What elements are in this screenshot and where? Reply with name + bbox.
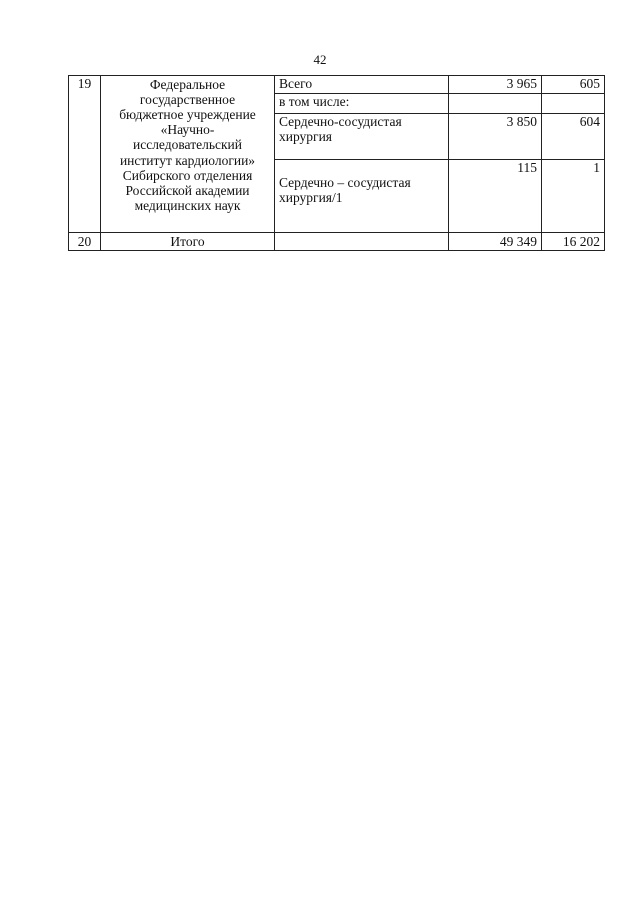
category-cell: Всего <box>275 76 449 94</box>
organization-line: Российской академии <box>125 182 250 198</box>
value2-cell: 605 <box>542 76 605 94</box>
organization-name <box>105 76 270 213</box>
category-line: хирургия <box>279 129 333 145</box>
organization-line: государственное <box>139 92 236 108</box>
category-line: Сердечно – сосудистая <box>279 175 411 191</box>
value1-cell: 49 349 <box>449 233 542 251</box>
category-line: хирургия/1 <box>279 190 343 206</box>
total-label-cell: Итого <box>101 233 275 251</box>
category-cell: в том числе: <box>275 94 449 114</box>
value2-cell <box>542 94 605 114</box>
category-cell <box>275 233 449 251</box>
organization-cell <box>101 76 275 233</box>
value1-cell: 3 850 <box>449 114 542 160</box>
organization-line: Федеральное <box>149 77 226 92</box>
value2-cell: 604 <box>542 114 605 160</box>
table-row <box>69 76 605 94</box>
row-number-cell: 19 <box>69 76 101 233</box>
table-row-total <box>69 233 605 251</box>
data-table <box>68 75 605 251</box>
organization-line: бюджетное учреждение <box>119 107 256 123</box>
value1-cell <box>449 94 542 114</box>
value2-cell: 1 <box>542 160 605 233</box>
organization-line: Сибирского отделения <box>122 167 253 183</box>
value1-cell: 3 965 <box>449 76 542 94</box>
organization-line: «Научно- <box>160 122 215 138</box>
row-number-cell: 20 <box>69 233 101 251</box>
organization-line: институт кардиологии» <box>119 152 256 168</box>
value1-cell: 115 <box>449 160 542 233</box>
page-number: 42 <box>313 52 327 67</box>
category-cell <box>275 160 449 233</box>
organization-line: медицинских наук <box>134 197 241 213</box>
organization-line: исследовательский <box>132 137 242 153</box>
category-line: Сердечно-сосудистая <box>279 114 402 129</box>
value2-cell: 16 202 <box>542 233 605 251</box>
category-cell <box>275 114 449 160</box>
